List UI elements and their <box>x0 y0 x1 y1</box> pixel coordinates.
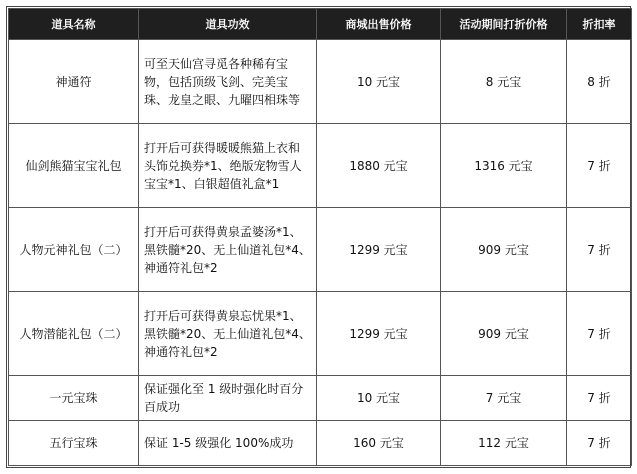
discount-rate: 7 折 <box>567 292 632 376</box>
store-price: 1880 元宝 <box>317 124 441 208</box>
sale-price: 7 元宝 <box>441 376 567 421</box>
store-price: 1299 元宝 <box>317 208 441 292</box>
item-effect: 打开后可获得黄泉孟婆汤*1、黑铁髓*20、无上仙道礼包*4、神通符礼包*2 <box>139 208 317 292</box>
item-name: 一元宝珠 <box>9 376 139 421</box>
sale-price: 909 元宝 <box>441 292 567 376</box>
header-sale-price: 活动期间打折价格 <box>441 9 567 40</box>
item-name: 人物元神礼包（二） <box>9 208 139 292</box>
item-name: 神通符 <box>9 40 139 124</box>
item-effect: 可至天仙宫寻觅各种稀有宝物，包括顶级飞剑、完美宝珠、龙皇之眼、九曜四相珠等 <box>139 40 317 124</box>
discount-rate: 7 折 <box>567 421 632 466</box>
discount-rate: 8 折 <box>567 40 632 124</box>
store-price: 10 元宝 <box>317 376 441 421</box>
header-item-name: 道具名称 <box>9 9 139 40</box>
store-price: 10 元宝 <box>317 40 441 124</box>
table-row <box>9 292 632 376</box>
item-price-table-container <box>6 6 631 468</box>
sale-price: 1316 元宝 <box>441 124 567 208</box>
item-effect: 打开后可获得黄泉忘忧果*1、黑铁髓*20、无上仙道礼包*4、神通符礼包*2 <box>139 292 317 376</box>
table-row <box>9 376 632 421</box>
table-row <box>9 124 632 208</box>
table-header-row <box>9 9 632 40</box>
table-row <box>9 40 632 124</box>
sale-price: 909 元宝 <box>441 208 567 292</box>
store-price: 160 元宝 <box>317 421 441 466</box>
table-row <box>9 208 632 292</box>
discount-rate: 7 折 <box>567 376 632 421</box>
table-row <box>9 421 632 466</box>
item-name: 人物潜能礼包（二） <box>9 292 139 376</box>
discount-rate: 7 折 <box>567 124 632 208</box>
discount-rate: 7 折 <box>567 208 632 292</box>
header-discount: 折扣率 <box>567 9 632 40</box>
item-effect: 保证 1-5 级强化 100%成功 <box>139 421 317 466</box>
item-effect: 保证强化至 1 级时强化时百分百成功 <box>139 376 317 421</box>
item-effect: 打开后可获得暖暖熊猫上衣和头饰兑换券*1、绝版宠物雪人宝宝*1、白银超值礼盒*1 <box>139 124 317 208</box>
item-price-table <box>8 8 632 466</box>
item-name: 五行宝珠 <box>9 421 139 466</box>
item-name: 仙剑熊猫宝宝礼包 <box>9 124 139 208</box>
sale-price: 8 元宝 <box>441 40 567 124</box>
header-item-effect: 道具功效 <box>139 9 317 40</box>
sale-price: 112 元宝 <box>441 421 567 466</box>
store-price: 1299 元宝 <box>317 292 441 376</box>
header-store-price: 商城出售价格 <box>317 9 441 40</box>
